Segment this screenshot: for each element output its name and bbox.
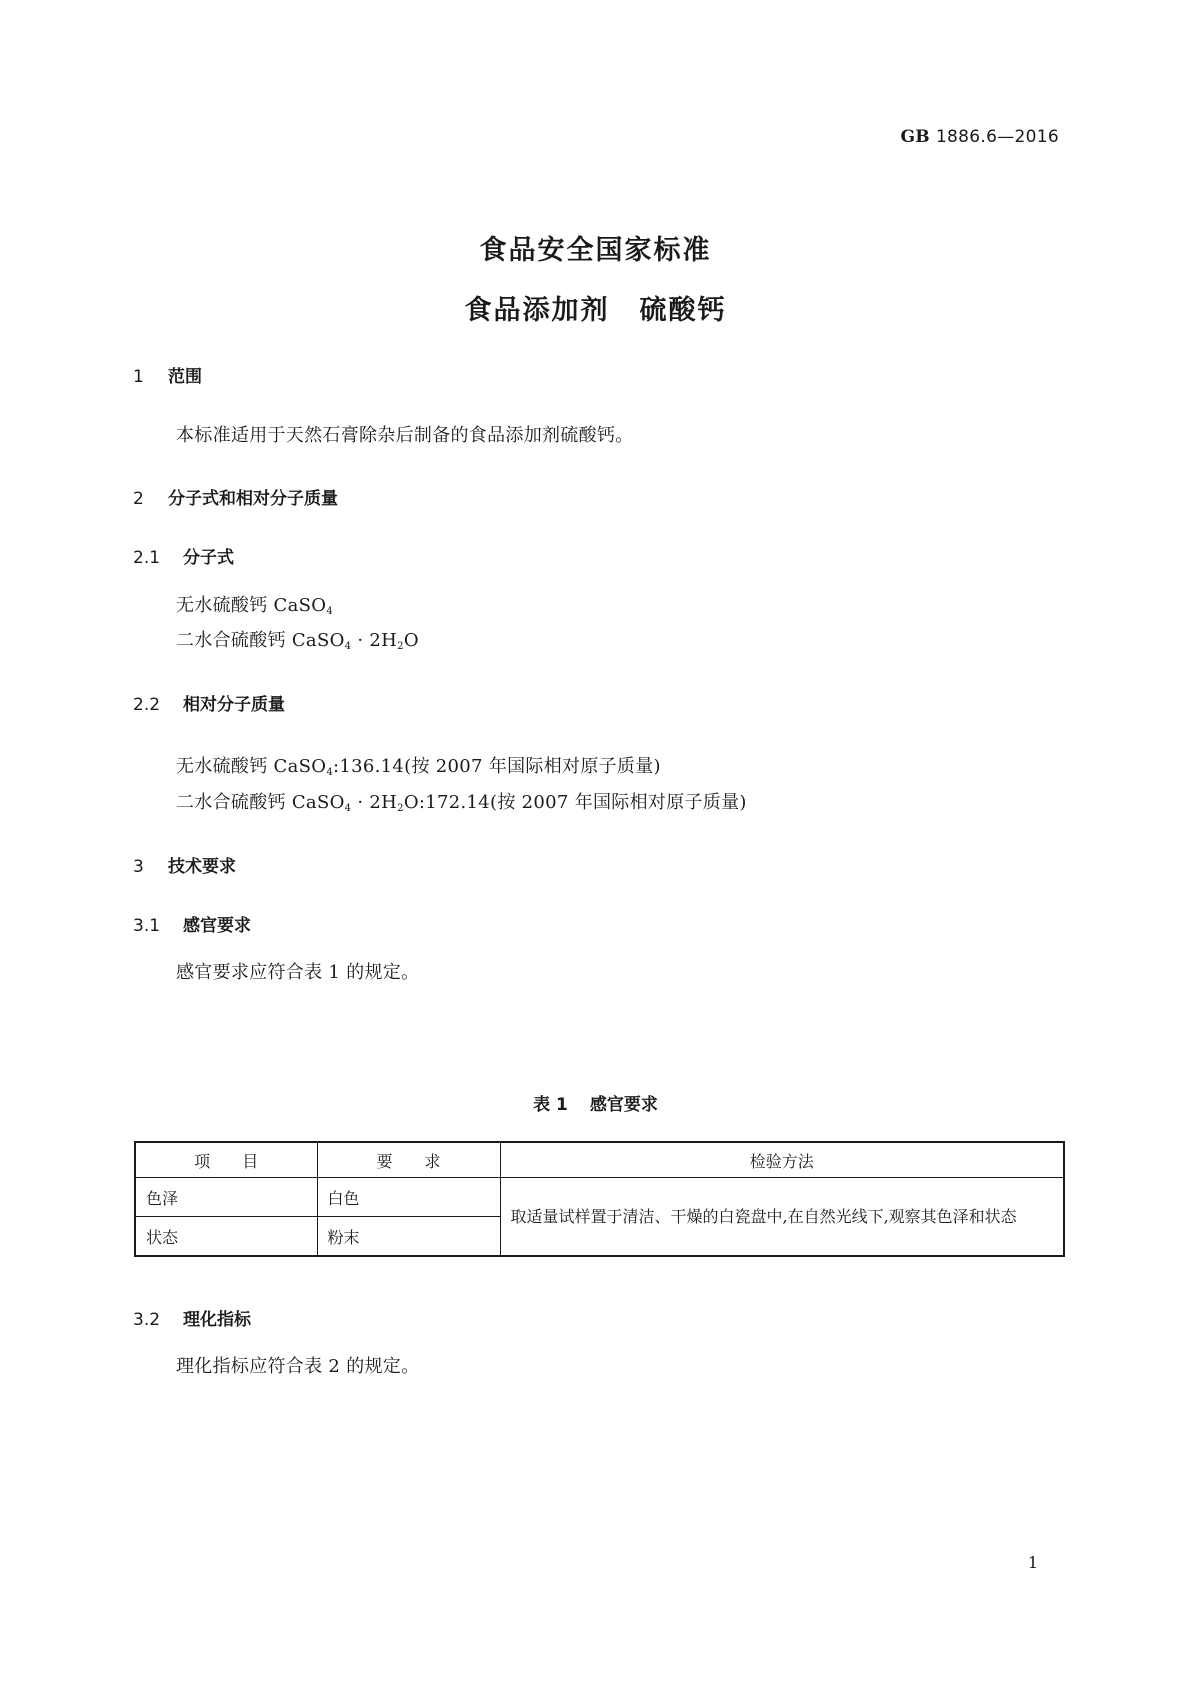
table-number: 表 1 [533,1095,568,1115]
subtitle-category: 食品添加剂 [464,295,610,326]
column-header-item: 项 目 [135,1142,317,1178]
inspection-method: 取适量试样置于清洁、干燥的白瓷盘中,在自然光线下,观察其色泽和状态 [500,1178,1064,1257]
section-number: 2.2 [133,695,161,715]
section-title: 相对分子质量 [183,695,285,715]
section-number: 3.1 [133,916,161,936]
section-number: 2 [133,489,144,509]
section-3-heading [133,852,236,877]
row-requirement-state: 粉末 [317,1217,500,1257]
section-title: 理化指标 [183,1310,251,1330]
section-3-2-heading [133,1305,251,1330]
subtitle-substance: 硫酸钙 [639,295,727,326]
section-title: 感官要求 [183,916,251,936]
molecular-mass-anhydrous: 无水硫酸钙 CaSO$_4$:136.14(按 2007 年国际相对原子质量) [176,756,661,778]
section-title: 分子式 [183,548,234,568]
section-title: 技术要求 [168,857,236,877]
table-header-row [135,1142,1064,1178]
section-title: 范围 [168,367,202,387]
row-requirement-color: 白色 [317,1178,500,1217]
section-2-1-heading [133,543,234,568]
column-header-requirement: 要 求 [317,1142,500,1178]
section-2-2-heading [133,690,285,715]
section-number: 3 [133,857,144,877]
section-1-heading [133,362,202,387]
document-title: 食品安全国家标准 [479,235,712,266]
section-3-2-body: 理化指标应符合表 2 的规定。 [176,1356,420,1377]
row-item-color: 色泽 [135,1178,317,1217]
standard-number: 1886.6—2016 [935,127,1059,147]
molecular-mass-dihydrate: 二水合硫酸钙 CaSO$_4$ · $2H_2O:172.14$(按 2007 年国际相对原子质量) [176,792,747,814]
formula-dihydrate: 二水合硫酸钙 CaSO$_4$ · $2H_2O$ [176,630,419,652]
table-title: 感官要求 [589,1095,658,1115]
section-number: 2.1 [133,548,161,568]
section-1-body: 本标准适用于天然石膏除杂后制备的食品添加剂硫酸钙。 [176,425,634,446]
formula-anhydrous: 无水硫酸钙 CaSO$_4$ [176,595,333,617]
section-3-1-heading [133,911,251,936]
section-title: 分子式和相对分子质量 [168,489,338,509]
section-3-1-body: 感官要求应符合表 1 的规定。 [176,962,420,983]
row-item-state: 状态 [135,1217,317,1257]
page-number: 1 [1027,1553,1038,1572]
gb-prefix: GB [900,127,930,147]
document-subtitle [0,288,1191,327]
standard-code [900,127,1059,147]
sensory-requirements-table [134,1141,1065,1257]
table-1-caption [0,1090,1191,1115]
table-row [135,1178,1064,1217]
section-number: 3.2 [133,1310,161,1330]
column-header-method: 检验方法 [500,1142,1064,1178]
section-number: 1 [133,367,144,387]
section-2-heading [133,484,338,509]
